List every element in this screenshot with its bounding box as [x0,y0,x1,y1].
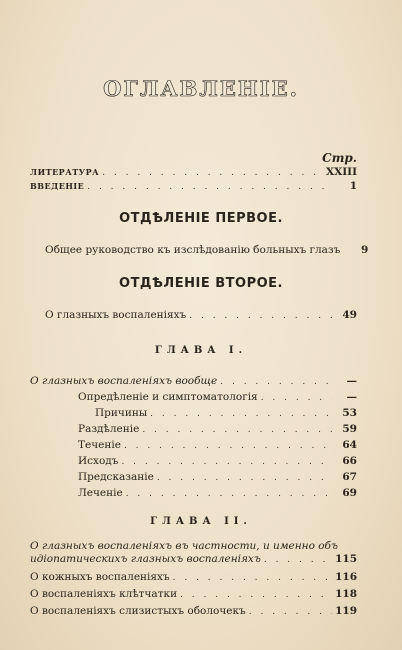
toc-entry-page: 67 [342,471,357,483]
toc-entry-label: Опредѣленіе и симптоматологія [78,391,258,403]
leader-dots [121,457,332,467]
leader-dots [261,393,332,403]
leader-dots [157,473,332,483]
toc-entry-page: 115 [335,553,357,565]
leader-dots [126,489,332,499]
toc-entry-page: 59 [342,423,357,435]
toc-entry-general-guide [45,244,369,256]
toc-entry-general [30,375,357,387]
section-heading-first: ОТДѢЛЕНІЕ ПЕРВОЕ. [119,211,283,226]
chapter-heading-2: ГЛАВА II. [150,516,252,527]
toc-entry-label: О глазныхъ воспаленіяхъ [45,309,187,321]
toc-entry-label: Причины [95,407,148,419]
toc-entry-page: 66 [342,455,357,467]
toc-entry-label: О воспаленіяхъ клѣтчатки [30,588,178,600]
toc-entry-page: 64 [342,439,357,451]
leader-dots [189,311,332,321]
leader-dots [102,168,323,178]
toc-entry-idiopathic [30,553,357,565]
toc-entry-page: 49 [342,309,357,321]
toc-entry-literature [30,166,357,178]
toc-entry-label: Леченіе [78,487,123,499]
toc-entry-label: О воспаленіяхъ слизистыхъ оболочекъ [30,605,246,617]
toc-entry-label: идіопатическихъ глазныхъ воспаленіяхъ [30,553,261,565]
leader-dots [180,590,332,600]
toc-entry-page: 69 [342,487,357,499]
toc-entry-page: 118 [335,588,357,600]
toc-entry-label: Раздѣленіе [78,423,140,435]
toc-entry-eye-inflammations [45,309,357,321]
toc-entry-definition [78,391,357,403]
leader-dots [87,182,332,192]
leader-dots [249,607,332,617]
toc-entry-page: 116 [335,571,357,583]
toc-entry-page: 1 [349,180,357,192]
toc-entry-treatment [78,487,357,499]
toc-entry-cellular-tissue [30,588,357,600]
toc-entry-label: Предсказаніе [78,471,154,483]
toc-entry-course [78,439,357,451]
leader-dots [150,409,332,419]
toc-entry-prognosis [78,471,357,483]
section-heading-second: ОТДѢЛЕНІЕ ВТОРОЕ. [119,276,283,291]
leader-dots [124,441,332,451]
toc-entry-particular-line1: О глазныхъ воспаленіяхъ въ частности, и именно объ [30,540,338,552]
toc-entry-page: 53 [342,407,357,419]
toc-entry-outcome [78,455,357,467]
leader-dots [142,425,332,435]
leader-dots [173,573,332,583]
toc-entry-introduction [30,180,357,192]
toc-entry-page: — [346,375,357,387]
toc-entry-label: Исходъ [78,455,119,467]
toc-entry-label: Теченіе [78,439,121,451]
toc-entry-mucous [30,605,357,617]
page-title: ОГЛАВЛЕНІЕ. [103,76,299,101]
toc-entry-causes [95,407,357,419]
chapter-heading-1: ГЛАВА I. [154,345,248,356]
toc-entry-division [78,423,357,435]
toc-entry-label: О кожныхъ воспаленіяхъ [30,571,170,583]
toc-entry-label: ЛИТЕРАТУРА [30,167,100,177]
page-column-header: Стр. [322,151,357,165]
toc-entry-label: О глазныхъ воспаленіяхъ вообще [30,375,218,387]
leader-dots [220,377,332,387]
toc-entry-page: 119 [335,605,357,617]
toc-entry-skin [30,571,357,583]
toc-entry-page: 9 [361,244,369,256]
toc-entry-label: ВВЕДЕНІЕ [30,181,85,191]
toc-entry-page: XXIII [325,166,357,178]
toc-entry-label: Общее руководство къ изслѣдованію больныхъ глазъ [45,244,341,256]
leader-dots [264,555,332,565]
toc-entry-page: — [346,391,357,403]
